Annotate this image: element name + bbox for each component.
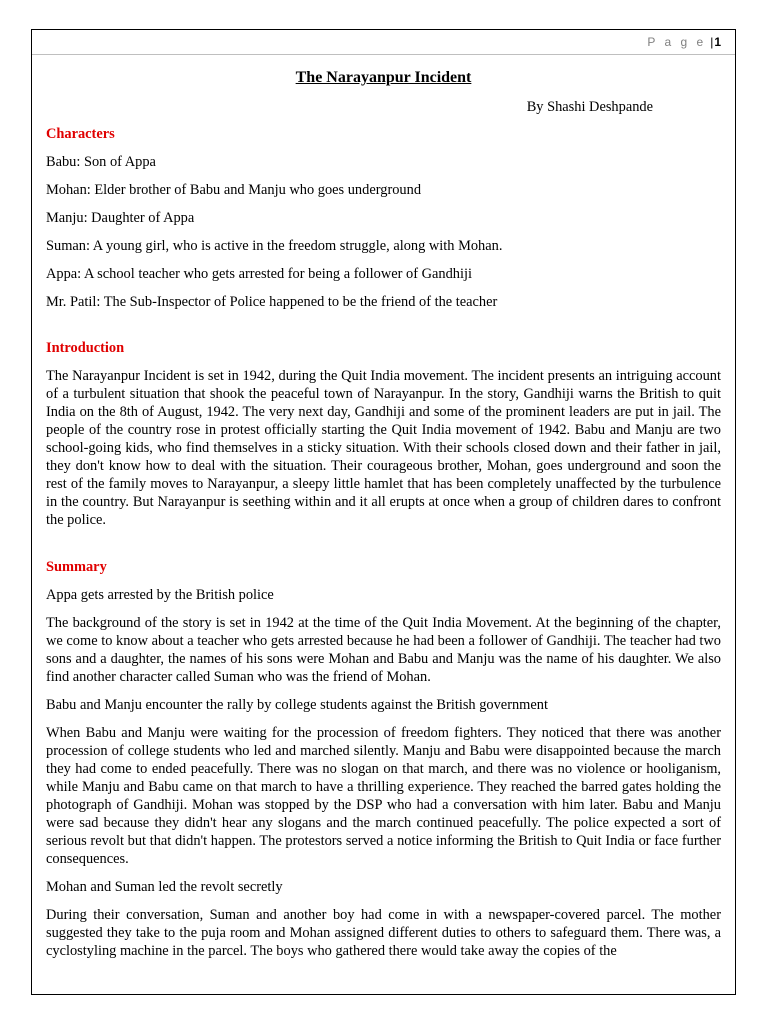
page	[31, 29, 736, 995]
page-separator: |	[710, 35, 714, 49]
summary-subheading: Mohan and Suman led the revolt secretly	[46, 879, 283, 895]
character-item: Suman: A young girl, who is active in the freedom struggle, along with Mohan.	[46, 238, 503, 254]
summary-paragraph: The background of the story is set in 1942 at the time of the Quit India Movement. At the beginning of the chapter, we come to know about a teacher who gets arrested because he had been a follower of Gandhiji. The teacher had two sons and a daughter, the names of his sons were Mohan and Babu and Manju was the name of his daughter. We also find another character called Suman who was the friend of Mohan.	[46, 615, 721, 685]
summary-paragraph: During their conversation, Suman and another boy had come in with a newspaper-covered parcel. The mother suggested they take to the puja room and Mohan assigned different duties to others to safeguard them. There was, a cyclostyling machine in the parcel. The boys who gathered there would take away the copies of the	[46, 907, 721, 959]
character-item: Appa: A school teacher who gets arrested for being a follower of Gandhiji	[46, 266, 472, 282]
introduction-paragraph: The Narayanpur Incident is set in 1942, during the Quit India movement. The incident presents an intriguing account of a turbulent situation that shook the peaceful town of Narayanpur. In the story, Gandhiji warns the British to quit India on the 8th of August, 1942. The very next day, Gandhiji and some of the prominent leaders are put in jail. The people of the country rose in protest officially starting the Quit India movement of 1942. Babu and Manju are two school-going kids, who find themselves in a sticky situation. With their schools closed down and their father in jail, they don't know how to deal with the situation. Their courageous brother, Mohan, goes underground and soon the rest of the family moves to Narayanpur, a sleepy little hamlet that has been completely unaffected by the turbulence in the country. But Narayanpur is seething within and it all erupts at once when a group of children dares to confront the police.	[46, 368, 721, 528]
document-body	[46, 68, 721, 960]
document-title: The Narayanpur Incident	[295, 69, 472, 86]
page-header	[32, 30, 735, 55]
summary-subheading: Appa gets arrested by the British police	[46, 587, 274, 603]
page-number-indicator	[647, 35, 721, 49]
character-item: Mr. Patil: The Sub-Inspector of Police happened to be the friend of the teacher	[46, 294, 498, 310]
summary-subheading: Babu and Manju encounter the rally by college students against the British government	[46, 697, 548, 713]
introduction-heading: Introduction	[46, 340, 125, 356]
page-number: 1	[714, 35, 721, 49]
character-item: Babu: Son of Appa	[46, 154, 156, 170]
author-line: By Shashi Deshpande	[526, 99, 653, 115]
summary-paragraph: When Babu and Manju were waiting for the procession of freedom fighters. They noticed that there was another procession of college students who led and marched silently. Manju and Babu were disappointed because the march they had come to ended peacefully. There was no slogan on that march, and there was no violence or hooliganism, while Manju and Babu came on that march to have a thrilling experience. They reached the barred gates holding the photograph of Gandhiji. Mohan was stopped by the DSP who had a conversation with him later. Babu and Manju were sad because they didn't hear any slogans and the march continued peacefully. The police expected a sort of serious revolt but that didn't happen. The protestors served a notice informing the British to Quit India or face further consequences.	[46, 725, 721, 867]
characters-heading: Characters	[46, 126, 115, 142]
summary-heading: Summary	[46, 559, 107, 575]
page-label: P a g e	[647, 35, 707, 49]
character-item: Mohan: Elder brother of Babu and Manju who goes underground	[46, 182, 422, 198]
character-item: Manju: Daughter of Appa	[46, 210, 195, 226]
